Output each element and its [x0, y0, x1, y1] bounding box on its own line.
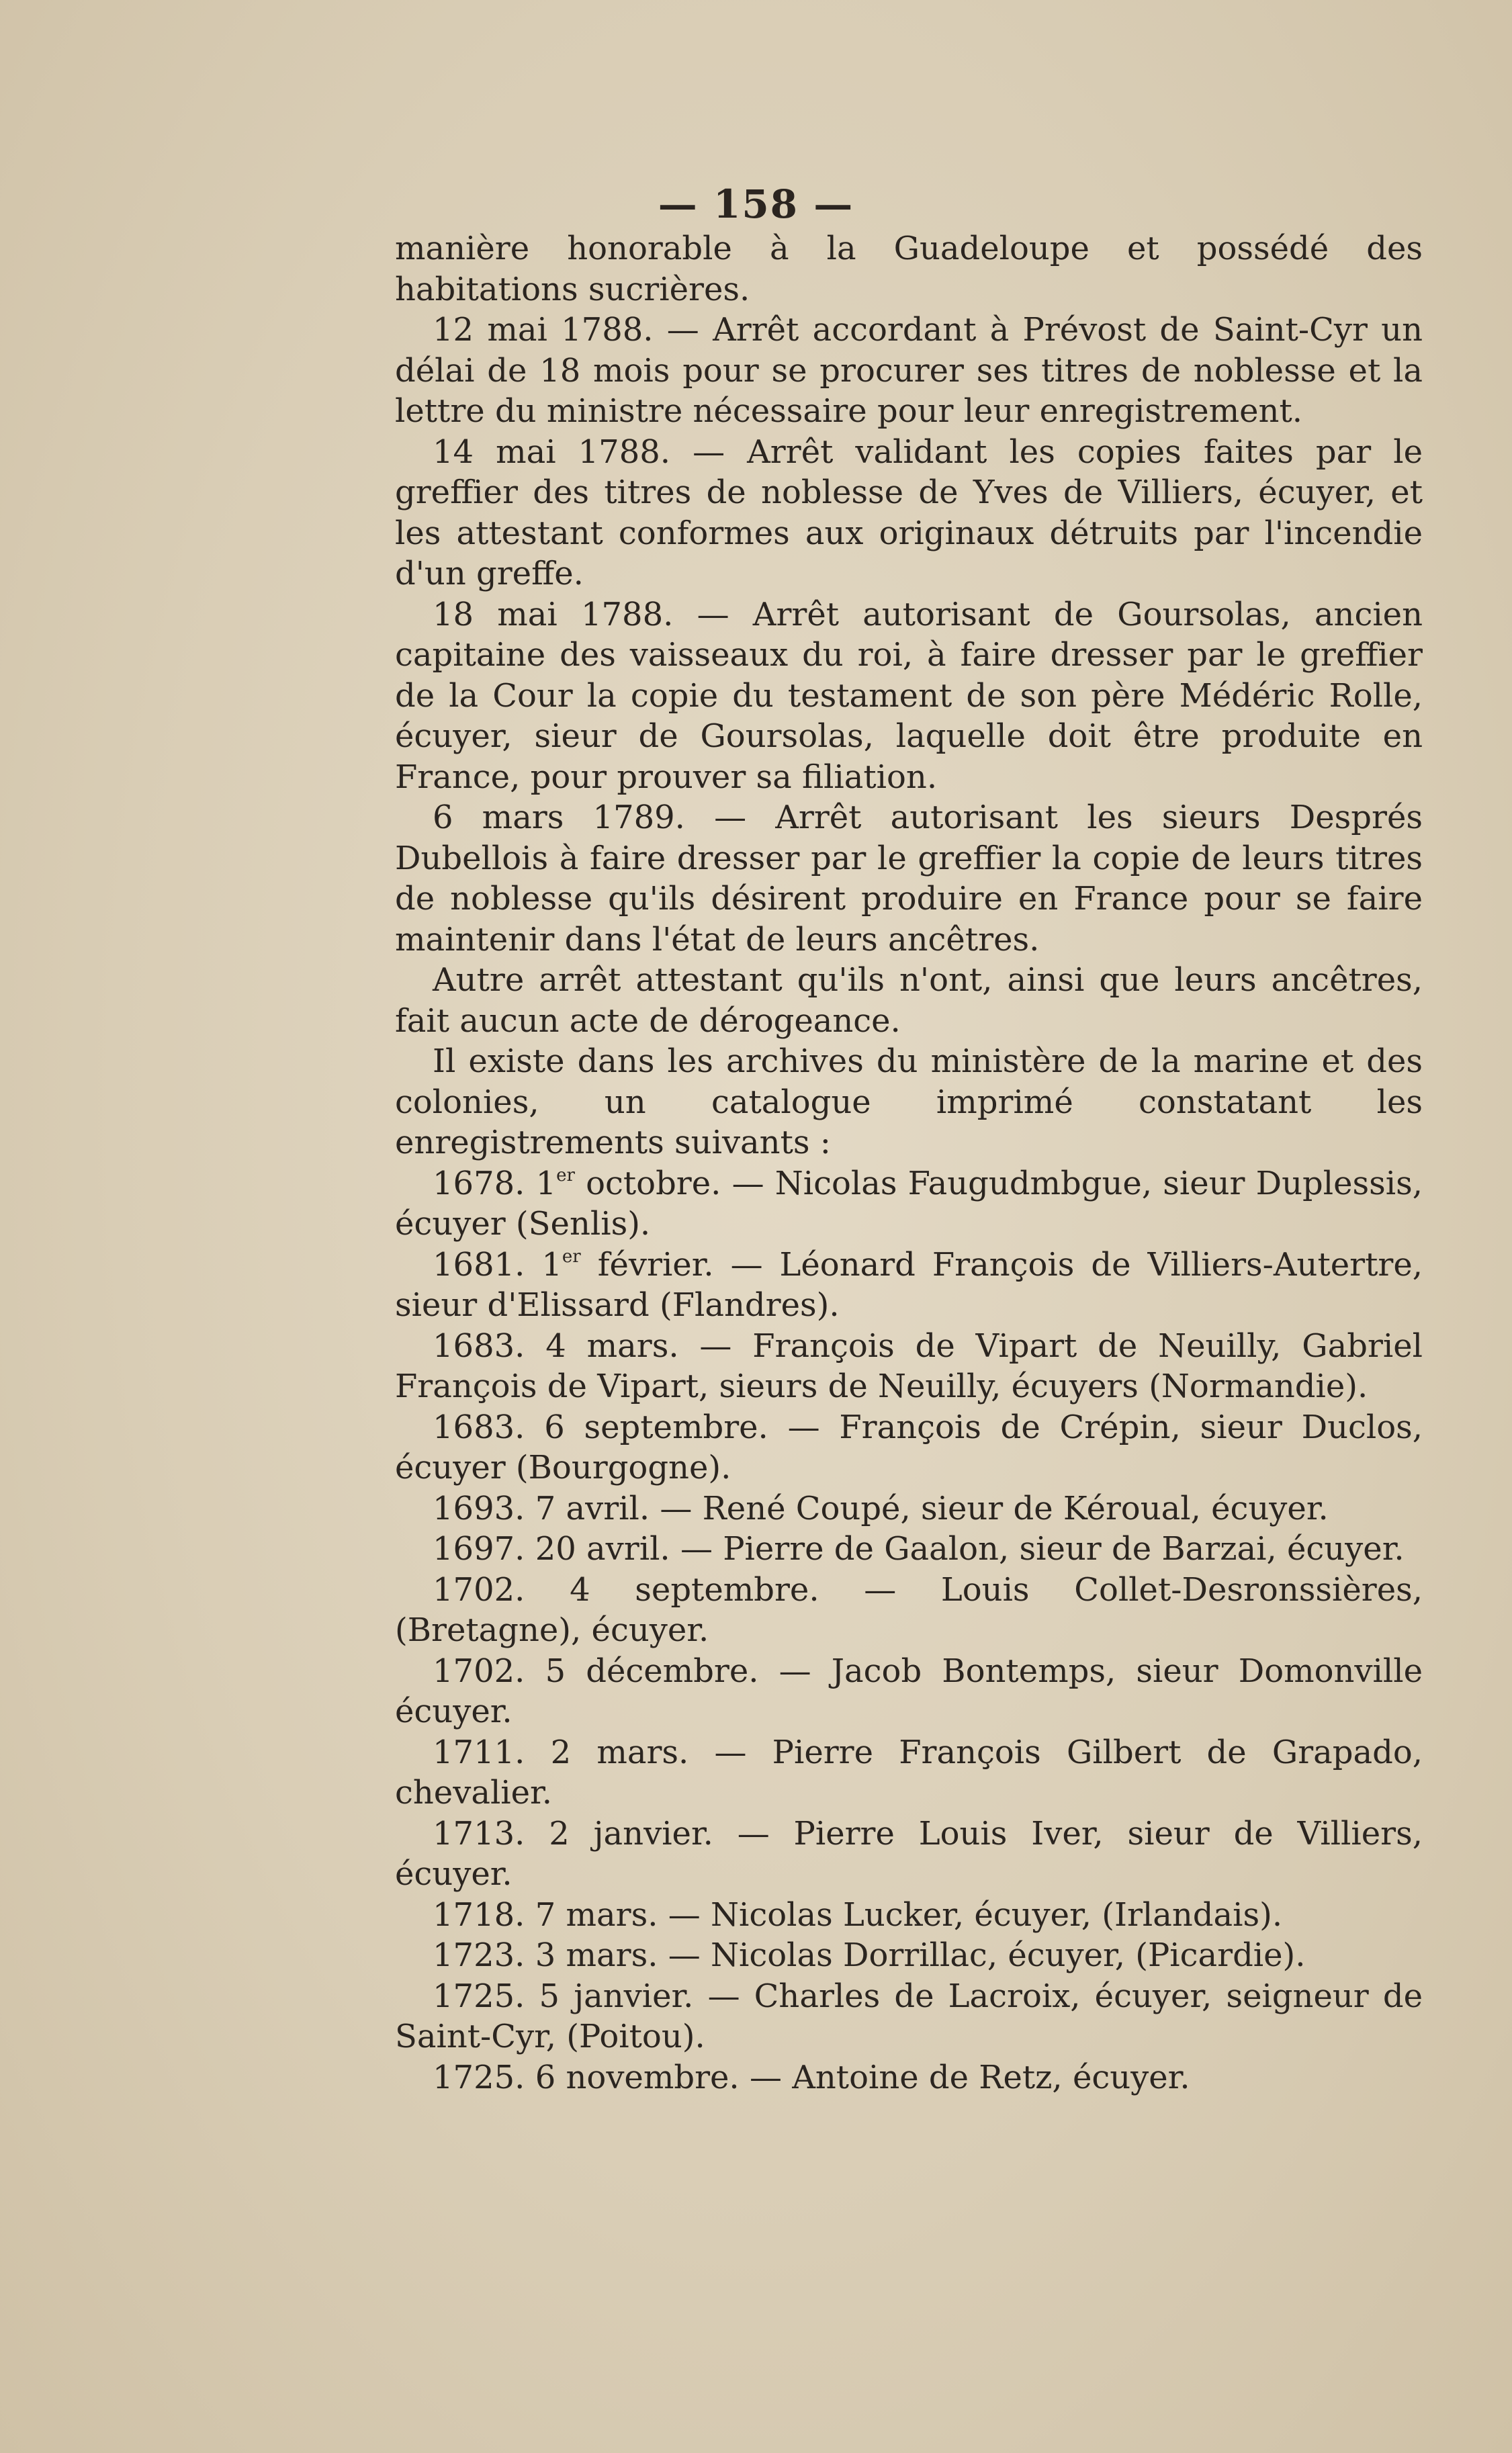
entry-text: — Nicolas Lucker, écuyer, (Irlandais).: [668, 1896, 1283, 1934]
entry-text: — Nicolas Dorrillac, écuyer, (Picardie).: [668, 1936, 1306, 1974]
entry-year: 1725.: [433, 1977, 525, 2015]
entry-text: — Antoine de Retz, écuyer.: [749, 2058, 1190, 2096]
enrollment-entry: [395, 1326, 1423, 1407]
entry-text: — Pierre de Gaalon, sieur de Barzai, écuyer.: [680, 1530, 1405, 1568]
entry-day: 3: [535, 1936, 556, 1974]
enrollment-entry: [395, 1570, 1423, 1651]
entry-year: 1683.: [433, 1408, 525, 1446]
paragraph: manière honorable à la Guadeloupe et possédé des habitations sucrières.: [395, 230, 1423, 308]
entry-day: 5: [539, 1977, 560, 2015]
paragraph: 6 mars 1789. — Arrêt autorisant les sieurs Després Dubellois à faire dresser par le greffier la copie de leurs titres de noblesse qu'ils désirent produire en France pour se faire maintenir dans l'état de leurs ancêtres.: [395, 799, 1423, 958]
enrollment-entry: [395, 1976, 1423, 2057]
entry-year: 1683.: [433, 1327, 525, 1365]
entry-text: — Pierre François Gilbert de Grapado, chevalier.: [395, 1733, 1423, 1812]
enrollment-entry: [395, 1407, 1423, 1488]
entry-text: — Louis Collet-Desronssières, (Bretagne), écuyer.: [395, 1570, 1423, 1649]
enrollment-entry: [395, 1163, 1423, 1245]
entry-day: 4: [570, 1570, 590, 1609]
enrollment-entry: [395, 1651, 1423, 1732]
page-body: [395, 228, 1423, 2098]
entry-text: — René Coupé, sieur de Kéroual, écuyer.: [660, 1489, 1329, 1527]
enrollment-entry: [395, 1488, 1423, 1529]
entry-year: 1713.: [433, 1814, 525, 1853]
paragraph: 14 mai 1788. — Arrêt validant les copies faites par le greffier des titres de noblesse de Yves de Villiers, écuyer, et les attestant conformes aux originaux détruits par l'incendie d'un greffe.: [395, 433, 1423, 592]
entry-day: 7: [535, 1489, 556, 1527]
entry-month: mars.: [566, 1936, 658, 1974]
entry-month: janvier.: [593, 1814, 713, 1853]
entry-year: 1678.: [433, 1164, 525, 1202]
entry-year: 1725.: [433, 2058, 525, 2096]
entry-year: 1693.: [433, 1489, 525, 1527]
entry-month: avril.: [586, 1530, 670, 1568]
entry-month: mars.: [566, 1896, 658, 1934]
entry-month: septembre.: [584, 1408, 768, 1446]
enrollment-entry: [395, 2057, 1423, 2098]
entry-month: avril.: [566, 1489, 650, 1527]
entry-month: février.: [597, 1245, 714, 1284]
entry-text: — Léonard François de Villiers-Autertre, sieur d'Elissard (Flandres).: [395, 1245, 1423, 1324]
page-number: — 158 —: [658, 181, 854, 227]
entry-day-ordinal: er: [556, 1165, 575, 1186]
paragraph: 12 mai 1788. — Arrêt accordant à Prévost de Saint-Cyr un délai de 18 mois pour se procurer ses titres de noblesse et la lettre du ministre nécessaire pour leur enregistrement.: [395, 311, 1423, 430]
entry-text: — François de Vipart de Neuilly, Gabriel François de Vipart, sieurs de Neuilly, écuyers (Normandie).: [395, 1327, 1423, 1405]
enrollment-entry: [395, 1529, 1423, 1570]
entry-day: 5: [545, 1652, 566, 1690]
enrollment-entry: [395, 1814, 1423, 1895]
entry-month: décembre.: [586, 1652, 759, 1690]
entry-text: — Charles de Lacroix, écuyer, seigneur de Saint-Cyr, (Poitou).: [395, 1977, 1423, 2055]
paragraph: Il existe dans les archives du ministère de la marine et des colonies, un catalogue imprimé constatant les enregistrements suivants :: [395, 1042, 1423, 1161]
entry-year: 1681.: [433, 1245, 525, 1284]
entry-month: novembre.: [566, 2058, 740, 2096]
entry-day-ordinal: er: [562, 1246, 581, 1267]
entry-day: 2: [550, 1733, 572, 1771]
enrollment-list: [395, 1163, 1423, 2098]
paragraph: Autre arrêt attestant qu'ils n'ont, ainsi que leurs ancêtres, fait aucun acte de dérogeance.: [395, 961, 1423, 1040]
entry-day: 6: [544, 1408, 565, 1446]
entry-year: 1723.: [433, 1936, 525, 1974]
entry-month: mars.: [586, 1327, 679, 1365]
entry-text: — Jacob Bontemps, sieur Domonville écuyer.: [395, 1652, 1423, 1730]
entry-month: octobre.: [586, 1164, 721, 1202]
entry-year: 1702.: [433, 1570, 525, 1609]
entry-year: 1711.: [433, 1733, 525, 1771]
entry-day: 20: [535, 1530, 576, 1568]
entry-day: 2: [549, 1814, 570, 1853]
entry-year: 1702.: [433, 1652, 525, 1690]
entry-month: mars.: [596, 1733, 689, 1771]
enrollment-entry: [395, 1935, 1423, 1976]
paragraph: 18 mai 1788. — Arrêt autorisant de Goursolas, ancien capitaine des vaisseaux du roi, à faire dresser par le greffier de la Cour la copie du testament de son père Médéric Rolle, écuyer, sieur de Goursolas, laquelle doit être produite en France, pour prouver sa filiation.: [395, 595, 1423, 796]
entry-year: 1697.: [433, 1530, 525, 1568]
enrollment-entry: [395, 1732, 1423, 1814]
entry-text: — Nicolas Faugudmbgue, sieur Duplessis, écuyer (Senlis).: [395, 1164, 1423, 1243]
enrollment-entry: [395, 1245, 1423, 1326]
entry-year: 1718.: [433, 1896, 525, 1934]
entry-day: 4: [545, 1327, 566, 1365]
entry-day: 7: [535, 1896, 556, 1934]
entry-month: janvier.: [574, 1977, 694, 2015]
enrollment-entry: [395, 1895, 1423, 1936]
entry-day: 1: [541, 1245, 562, 1284]
entry-text: — François de Crépin, sieur Duclos, écuyer (Bourgogne).: [395, 1408, 1423, 1486]
entry-month: septembre.: [635, 1570, 819, 1609]
entry-day: 1: [535, 1164, 557, 1202]
entry-text: — Pierre Louis Iver, sieur de Villiers, écuyer.: [395, 1814, 1423, 1893]
entry-day: 6: [535, 2058, 556, 2096]
